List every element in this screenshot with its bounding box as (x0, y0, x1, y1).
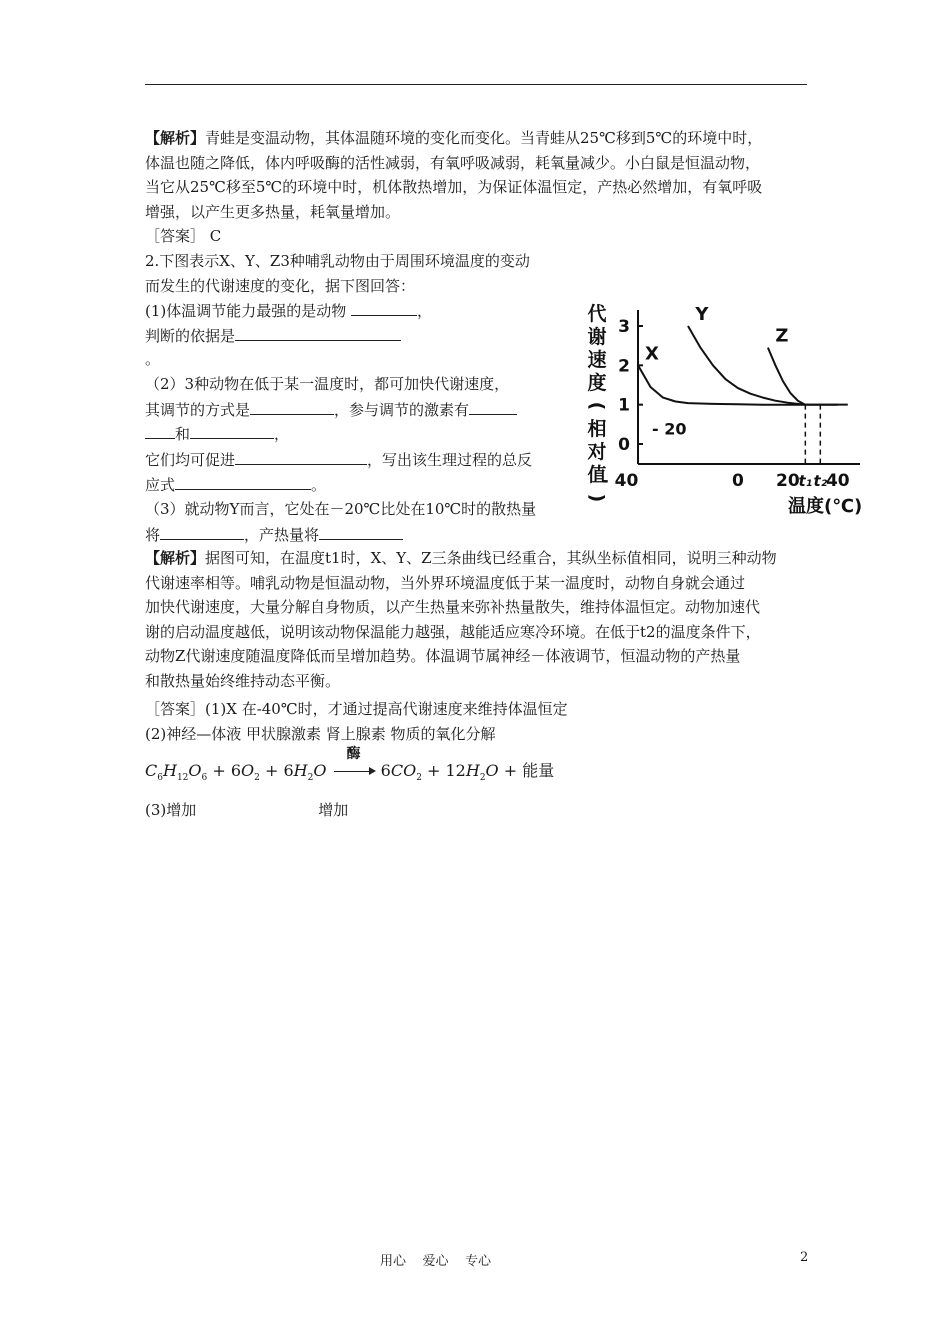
metabolic-rate-chart (575, 298, 875, 518)
answer-blank[interactable] (235, 447, 367, 465)
answer-blank[interactable] (469, 397, 517, 415)
analysis2-line-3: 加快代谢速度，大量分解自身物质，以产生热量来弥补热量散失，维持体温恒定。动物加速代 (145, 598, 761, 616)
enzyme-arrow: 酶 (332, 761, 376, 780)
series-label-z: Z (775, 325, 789, 347)
q2-stem-2: 而发生的代谢速度的变化，据下图回答： (145, 276, 416, 295)
q2-sub1-line1: (1)体温调节能力最强的是动物 ， (145, 298, 807, 324)
analysis2-line-5: 动物Z代谢速度随温度降低而呈增加趋势。体温调节属神经－体液调节，恒温动物的产热量 (145, 647, 741, 665)
q2-sub2-line2: 其调节的方式是 ，参与调节的激素有 (145, 397, 807, 423)
answer-blank[interactable] (351, 298, 417, 316)
q2-sub3-line2: 将 ，产热量将 (145, 522, 807, 548)
q2-sub2-line4: 它们均可促进 ，写出该生理过程的总反 (145, 447, 807, 473)
analysis2-line-6: 和散热量始终维持动态平衡。 (145, 671, 341, 690)
y-label-char: ) (586, 493, 608, 503)
annotation-minus-20: - 20 (652, 419, 687, 439)
y-label-char: 谢 (587, 326, 607, 348)
answer-blank[interactable] (145, 421, 175, 439)
answer1: ［答案］ C (145, 227, 222, 245)
y-tick-label: 1 (618, 395, 630, 416)
y-label-char: 对 (587, 441, 607, 463)
answer-blank[interactable] (319, 522, 403, 540)
answer2-line-1: ［答案］(1)X 在-40℃时，才通过提高代谢速度来维持体温恒定 (145, 700, 568, 718)
page-number: 2 (800, 1250, 809, 1265)
answer2-line-2: (2)神经—体液 甲状腺激素 肾上腺素 物质的氧化分解 (145, 725, 496, 743)
x-tick-label: 20 (776, 471, 800, 491)
y-label-char: 相 (587, 418, 607, 440)
y-label-char: 度 (587, 372, 607, 394)
analysis1-line-3: 当它从25℃移至5℃的环境中时，机体散热增加，为保证体温恒定，产热必然增加，有氧呼吸 (145, 178, 763, 196)
answer-blank[interactable] (250, 397, 334, 415)
analysis2-line-1: 【解析】据图可知，在温度t1时，X、Y、Z三条曲线已经重合，其纵坐标值相同，说明三种动物 (145, 549, 777, 567)
header-rule (145, 84, 807, 85)
q2-sub2-line3: 和 ， (145, 421, 807, 447)
x-axis-label: 温度(℃) (788, 496, 863, 517)
q2-stem-1: 2.下图表示X、Y、Z3种哺乳动物由于周围环境温度的变动 (145, 252, 530, 270)
y-label-char: ( (586, 401, 608, 411)
y-tick-label: 0 (618, 435, 630, 455)
x-tick-label: 40 (825, 471, 850, 491)
analysis2-line-2: 代谢速率相等。哺乳动物是恒温动物，当外界环境温度低于某一温度时，动物自身就会通过 (145, 573, 746, 592)
q2-sub2-line5: 应式 。 (145, 472, 807, 498)
q2-sub1-line3: 。 (145, 350, 161, 368)
analysis1-line-1: 【解析】青蛙是变温动物，其体温随环境的变化而变化。当青蛙从25℃移到5℃的环境中时， (145, 129, 763, 147)
series-label-x: X (645, 343, 659, 365)
answer-blank[interactable] (190, 421, 274, 439)
respiration-equation: $C_6H_{12}O_6 + 6O_2 + 6H_2O$ 酶 $6CO_2 + 12H_2O$ + 能量 (145, 746, 555, 784)
y-label-char: 值 (587, 464, 607, 486)
analysis1-line-2: 体温也随之降低，体内呼吸酶的活性减弱，有氧呼吸减弱，耗氧量减少。小白鼠是恒温动物， (145, 153, 761, 172)
x-tick-label: 0 (731, 471, 744, 491)
y-label-char: 代 (587, 303, 607, 325)
t-tick-label: t₁ (798, 472, 813, 490)
analysis1-line-4: 增强，以产生更多热量，耗氧量增加。 (145, 202, 401, 221)
q2-sub2-line1: （2）3种动物在低于某一温度时，都可加快代谢速度， (145, 375, 510, 393)
answer-blank[interactable] (175, 472, 311, 490)
answer-blank[interactable] (235, 323, 401, 341)
x-tick-label: - 40 (601, 471, 639, 491)
answer-blank[interactable] (160, 522, 244, 540)
answer2-line-3: (3)增加 增加 (145, 801, 349, 819)
t-tick-label: t₂ (813, 472, 828, 490)
y-tick-label: 2 (618, 356, 630, 377)
series-curve-x (638, 365, 838, 404)
q2-sub1-line2: 判断的依据是 (145, 323, 807, 349)
analysis2-line-4: 谢的启动温度越低，说明该动物保温能力越强，越能适应寒冷环境。在低于t2的温度条件下， (145, 622, 761, 641)
series-curve-z (768, 348, 805, 405)
q2-sub3-line1: （3）就动物Y而言，它处在－20℃比处在10℃时的散热量 (145, 500, 537, 518)
footer-motto: 用心 爱心 专心 (380, 1254, 492, 1269)
y-label-char: 速 (587, 349, 607, 371)
y-tick-label: 3 (618, 317, 630, 337)
series-label-y: Y (695, 304, 709, 325)
